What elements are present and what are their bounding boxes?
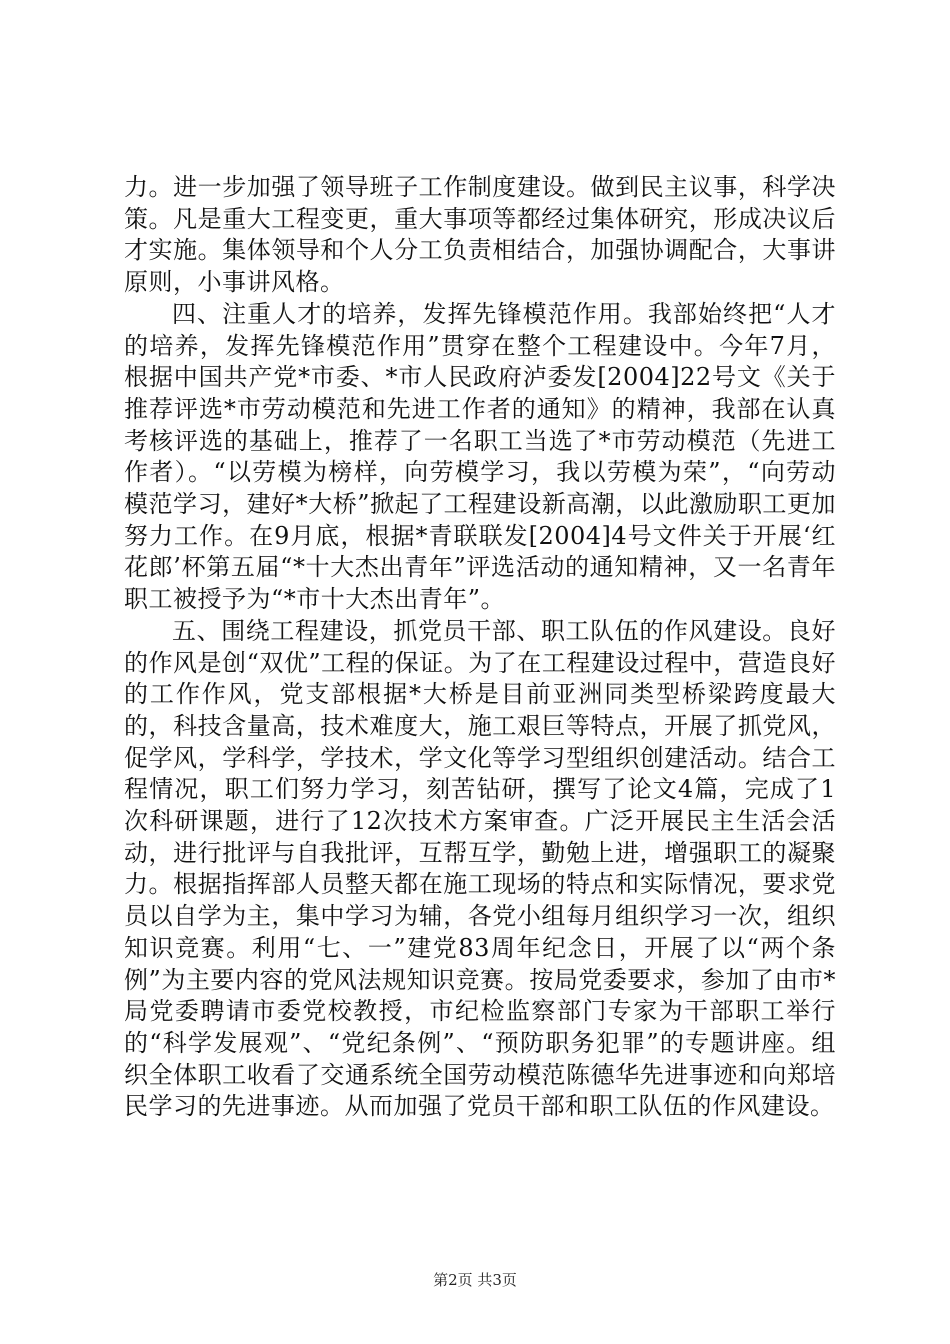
page-number-footer: 第2页 共3页: [433, 1271, 517, 1289]
paragraph-leadership-continuation: 力。进一步加强了领导班子工作制度建设。做到民主议事，科学决策。凡是重大工程变更，重大事项等都经过集体研究，形成决议后才实施。集体领导和个人分工负责相结合，加强协调配合，大事讲原则，小事讲风格。: [124, 173, 836, 297]
document-body: [124, 172, 836, 1123]
paragraph-work-style: 五、围绕工程建设，抓党员干部、职工队伍的作风建设。良好的作风是创“双优”工程的保证。为了在工程建设过程中，营造良好的工作作风，党支部根据*大桥是目前亚洲同类型桥梁跨度最大的，科技含量高，技术难度大，施工艰巨等特点，开展了抓党风，促学风，学科学，学技术，学文化等学习型组织创建活动。结合工程情况，职工们努力学习，刻苦钻研，撰写了论文4篇，完成了1次科研课题，进行了12次技术方案审查。广泛开展民主生活会活动，进行批评与自我批评，互帮互学，勤勉上进，增强职工的凝聚力。根据指挥部人员整天都在施工现场的特点和实际情况，要求党员以自学为主，集中学习为辅，各党小组每月组织学习一次，组织知识竞赛。利用“七、一”建党83周年纪念日，开展了以“两个条例”为主要内容的党风法规知识竞赛。按局党委要求，参加了由市*局党委聘请市委党校教授，市纪检监察部门专家为干部职工举行的“科学发展观”、“党纪条例”、“预防职务犯罪”的专题讲座。组织全体职工收看了交通系统全国劳动模范陈德华先进事迹和向郑培民学习的先进事迹。从而加强了党员干部和职工队伍的作风建设。: [124, 616, 836, 1121]
paragraph-talent-cultivation: 四、注重人才的培养，发挥先锋模范作用。我部始终把“人才的培养，发挥先锋模范作用”贯穿在整个工程建设中。今年7月，根据中国共产党*市委、*市人民政府泸委发[2004]22号文《关于推荐评选*市劳动模范和先进工作者的通知》的精神，我部在认真考核评选的基础上，推荐了一名职工当选了*市劳动模范（先进工作者）。“以劳模为榜样，向劳模学习，我以劳模为荣”，“向劳动模范学习，建好*大桥”掀起了工程建设新高潮，以此激励职工更加努力工作。在9月底，根据*青联联发[2004]4号文件关于开展‘红花郎’杯第五届“*十大杰出青年”评选活动的通知精神，又一名青年职工被授予为“*市十大杰出青年”。: [124, 299, 836, 614]
